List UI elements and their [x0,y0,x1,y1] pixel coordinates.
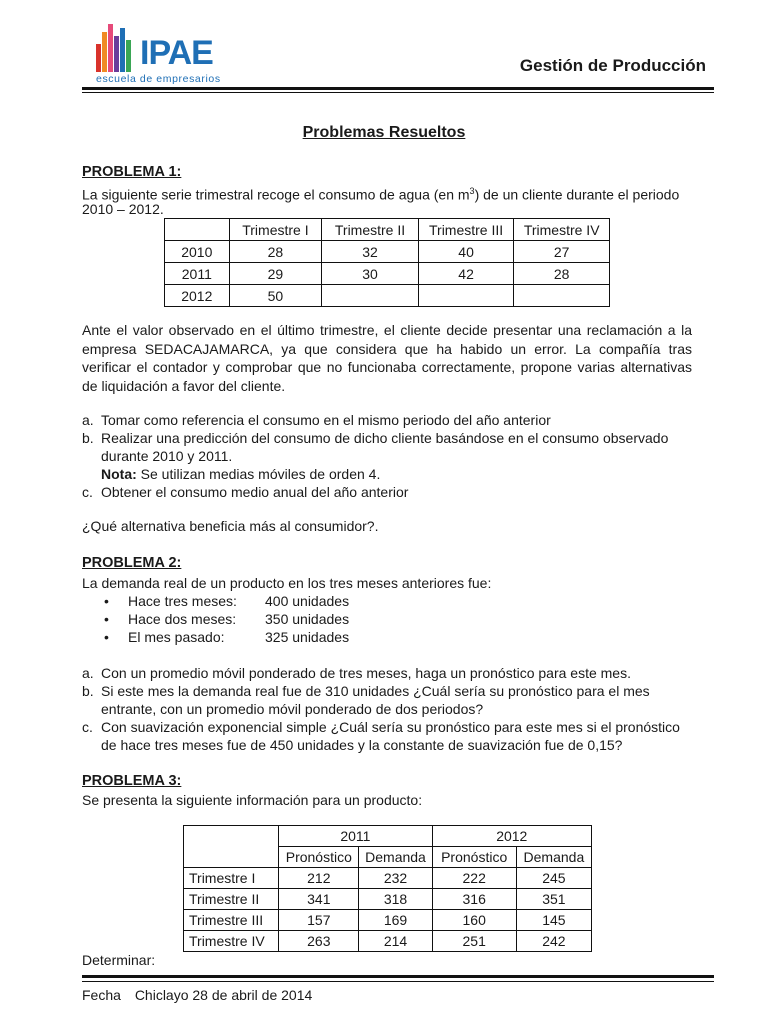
problem2-option-b-marker: b. [82,683,94,699]
footer-text: Chiclayo 28 de abril de 2014 [134,987,313,1003]
table-row [165,241,610,263]
footer-label: Fecha [82,987,121,1003]
bullet-icon: • [104,629,109,645]
table-cell: 318 [359,889,432,910]
problem3-table [183,825,592,952]
table-cell: 214 [359,931,432,952]
bullet-label: Hace dos meses: [128,611,237,627]
table-cell: 30 [322,263,419,285]
bullet-icon: • [104,593,109,609]
table-header-row [165,219,610,241]
table-cell: 42 [418,263,514,285]
table-row-label: Trimestre III [184,910,279,931]
bullet-label: Hace tres meses: [128,593,237,609]
table-cell: 2010 [165,241,230,263]
header-rule-thin [82,92,714,93]
bullet-value: 400 unidades [265,593,350,609]
problem1-option-b-marker: b. [82,430,94,446]
table-cell: 32 [322,241,419,263]
problem1-paragraph: Ante el valor observado en el último trimestre, el cliente decide presentar una reclamación a la empresa SEDACAJAMARCA, ya que considera que ha habido un error. La compañía tras verificar el contador y comprobar que no funcionaba correctamente, propone varias alternativas de liquidación a favor del cliente. [82,322,692,394]
logo-text: IPAE [140,34,213,72]
table-cell: 28 [229,241,322,263]
ipae-logo-icon [96,22,136,72]
table-header-cell: Pronóstico [279,847,359,868]
problem1-table [164,218,610,307]
table-cell [514,285,610,307]
table-row-label: Trimestre I [184,868,279,889]
problem1-option-b-line2: durante 2010 y 2011. [101,448,233,464]
table-cell: 232 [359,868,432,889]
table-row-label: Trimestre II [184,889,279,910]
table-header-cell: Pronóstico [432,847,516,868]
page-title: Problemas Resueltos [302,124,466,141]
table-cell: 316 [432,889,516,910]
problem3-title: PROBLEMA 3: [82,773,182,789]
problem1-title: PROBLEMA 1: [82,164,182,180]
problem3-intro: Se presenta la siguiente información para un producto: [82,792,423,808]
table-row [165,285,610,307]
bullet-label: El mes pasado: [128,629,225,645]
footer-date [82,987,312,1003]
table-cell: 50 [229,285,322,307]
table-cell: 29 [229,263,322,285]
table-header-cell: Demanda [516,847,591,868]
table-cell: 263 [279,931,359,952]
table-row-label: Trimestre IV [184,931,279,952]
logo-subtitle: escuela de empresarios [96,73,221,85]
problem2-option-b-line1: Si este mes la demanda real fue de 310 unidades ¿Cuál sería su pronóstico para el mes [101,683,650,699]
problem2-title: PROBLEMA 2: [82,555,182,571]
problem1-option-c: Obtener el consumo medio anual del año anterior [101,484,409,500]
footer-rule [82,975,714,978]
table-header-cell: Trimestre III [418,219,514,241]
table-cell: 341 [279,889,359,910]
table-cell: 160 [432,910,516,931]
problem1-intro-line2: 2010 – 2012. [82,201,164,217]
table-cell: 2012 [165,285,230,307]
header-rule [82,87,714,90]
table-row [184,889,592,910]
problem2-option-c-marker: c. [82,719,93,735]
problem1-option-a-marker: a. [82,412,94,428]
problem2-option-a-marker: a. [82,665,94,681]
table-cell: 157 [279,910,359,931]
table-header-row [184,826,592,847]
table-cell: 351 [516,889,591,910]
table-cell [322,285,419,307]
problem2-option-a: Con un promedio móvil ponderado de tres meses, haga un pronóstico para este mes. [101,665,631,681]
problem1-option-c-marker: c. [82,484,93,500]
problem1-option-b-line1: Realizar una predicción del consumo de dicho cliente basándose en el consumo observado [101,430,669,446]
problem2-option-b-line2: entrante, con un promedio móvil ponderado de dos periodos? [101,701,484,717]
table-cell [418,285,514,307]
footer-rule-thin [82,981,714,982]
table-header-cell: Trimestre IV [514,219,610,241]
table-row [184,931,592,952]
table-cell: 212 [279,868,359,889]
course-title: Gestión de Producción [519,56,706,75]
problem3-determine: Determinar: [82,952,156,968]
bullet-icon: • [104,611,109,627]
table-cell [184,826,279,868]
problem2-option-c-line1: Con suavización exponencial simple ¿Cuál sería su pronóstico para este mes si el pronóstico [101,719,680,735]
bullet-value: 350 unidades [265,611,350,627]
table-cell: 242 [516,931,591,952]
problem2-intro: La demanda real de un producto en los tres meses anteriores fue: [82,575,492,591]
problem1-intro-line1: La siguiente serie trimestral recoge el consumo de agua (en $m^3$) de un cliente durante el periodo [82,186,680,203]
table-year-header: 2011 [279,826,432,847]
table-cell: 251 [432,931,516,952]
table-row [184,868,592,889]
table-cell: 40 [418,241,514,263]
table-cell: 222 [432,868,516,889]
table-cell: 28 [514,263,610,285]
table-cell: 2011 [165,263,230,285]
table-cell: 145 [516,910,591,931]
table-header-cell: Demanda [359,847,432,868]
table-row [184,910,592,931]
problem1-question: ¿Qué alternativa beneficia más al consumidor?. [82,518,379,534]
bullet-value: 325 unidades [265,629,350,645]
table-cell: 27 [514,241,610,263]
table-cell [165,219,230,241]
table-cell: 169 [359,910,432,931]
problem1-option-a: Tomar como referencia el consumo en el mismo periodo del año anterior [101,412,551,428]
table-cell: 245 [516,868,591,889]
table-year-header: 2012 [432,826,591,847]
table-header-cell: Trimestre II [322,219,419,241]
table-row [165,263,610,285]
table-header-cell: Trimestre I [229,219,322,241]
problem1-note: Nota: Se utilizan medias móviles de orden 4. [101,466,381,482]
problem2-option-c-line2: de hace tres meses fue de 450 unidades y la constante de suavización fue de 0,15? [101,737,623,753]
